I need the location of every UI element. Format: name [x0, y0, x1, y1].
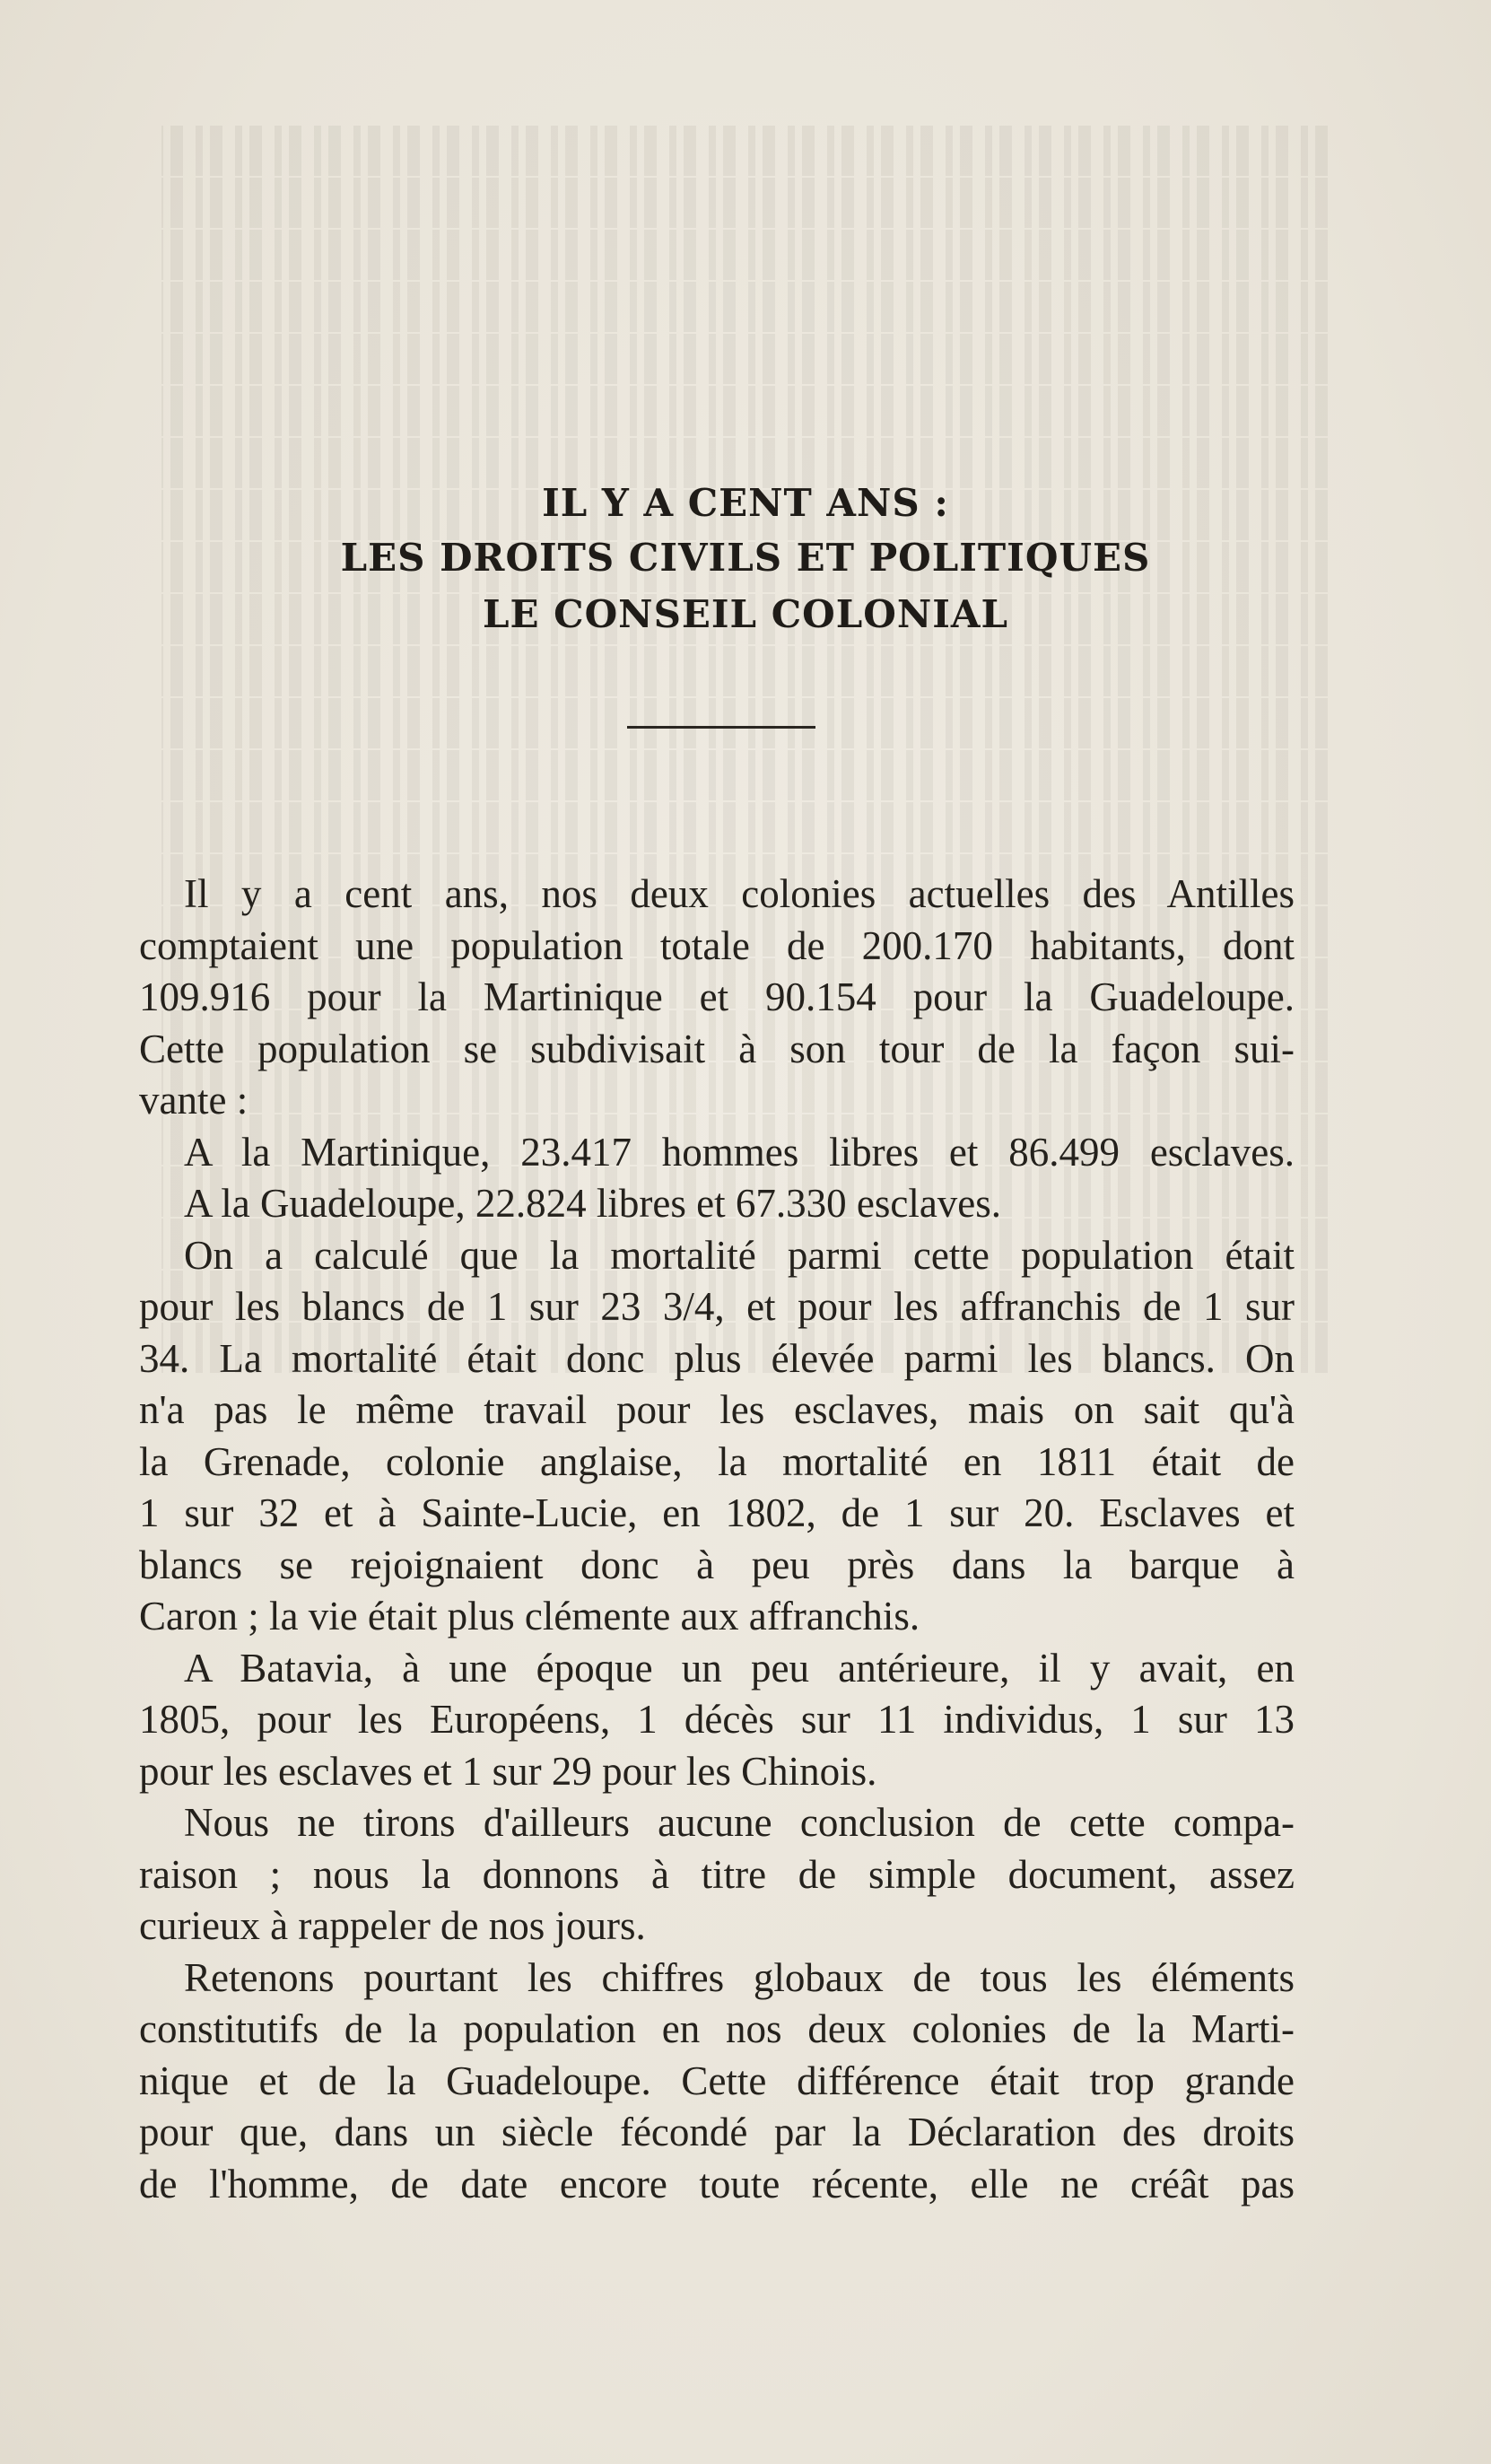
- body-line: pour que, dans un siècle fécondé par la Déclaration des droits: [139, 2110, 1295, 2154]
- body-line: 1805, pour les Européens, 1 décès sur 11 individus, 1 sur 13: [139, 1697, 1295, 1742]
- body-line: Caron ; la vie était plus clémente aux affranchis.: [139, 1594, 920, 1638]
- body-line: Nous ne tirons d'ailleurs aucune conclusion de cette compa-: [184, 1800, 1295, 1845]
- body-line: A la Guadeloupe, 22.824 libres et 67.330 esclaves.: [184, 1181, 1002, 1226]
- body-line: nique et de la Guadeloupe. Cette différence était trop grande: [139, 2058, 1295, 2103]
- heading-line-1: IL Y A CENT ANS :: [542, 481, 949, 525]
- body-line: la Grenade, colonie anglaise, la mortalité en 1811 était de: [139, 1439, 1295, 1484]
- heading-divider: [627, 726, 815, 729]
- body-line: vante :: [139, 1078, 248, 1123]
- body-line: comptaient une population totale de 200.170 habitants, dont: [139, 923, 1295, 968]
- body-line: Retenons pourtant les chiffres globaux de tous les éléments: [184, 1955, 1295, 2000]
- body-line: pour les blancs de 1 sur 23 3/4, et pour les affranchis de 1 sur: [139, 1284, 1295, 1329]
- body-line: Cette population se subdivisait à son tour de la façon sui-: [139, 1027, 1295, 1071]
- body-line: A la Martinique, 23.417 hommes libres et 86.499 esclaves.: [184, 1130, 1295, 1175]
- body-line: curieux à rappeler de nos jours.: [139, 1903, 646, 1948]
- heading-line-3: LE CONSEIL COLONIAL: [483, 592, 1008, 636]
- body-line: raison ; nous la donnons à titre de simple document, assez: [139, 1852, 1295, 1897]
- body-line: de l'homme, de date encore toute récente, elle ne créât pas: [139, 2162, 1295, 2206]
- body-line: n'a pas le même travail pour les esclaves, mais on sait qu'à: [139, 1387, 1295, 1432]
- body-line: 109.916 pour la Martinique et 90.154 pour la Guadeloupe.: [139, 974, 1295, 1019]
- body-line: 34. La mortalité était donc plus élevée parmi les blancs. On: [139, 1336, 1295, 1381]
- body-line: pour les esclaves et 1 sur 29 pour les Chinois.: [139, 1749, 877, 1794]
- body-line: constitutifs de la population en nos deux colonies de la Marti-: [139, 2006, 1295, 2051]
- body-line: blancs se rejoignaient donc à peu près dans la barque à: [139, 1542, 1295, 1587]
- heading-line-2: LES DROITS CIVILS ET POLITIQUES: [340, 536, 1151, 580]
- body-line: Il y a cent ans, nos deux colonies actuelles des Antilles: [184, 871, 1295, 916]
- body-line: A Batavia, à une époque un peu antérieure, il y avait, en: [184, 1646, 1295, 1691]
- body-line: On a calculé que la mortalité parmi cette population était: [184, 1233, 1295, 1278]
- body-line: 1 sur 32 et à Sainte-Lucie, en 1802, de 1 sur 20. Esclaves et: [139, 1490, 1295, 1535]
